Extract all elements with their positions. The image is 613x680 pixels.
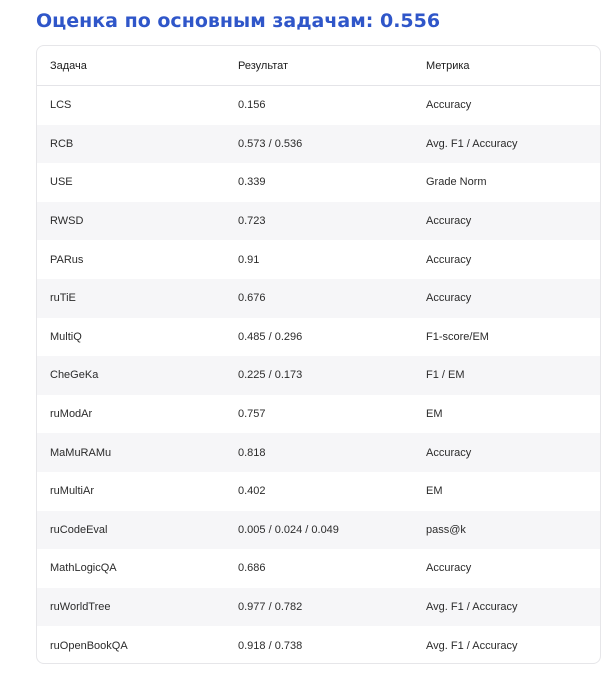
cell-metric: Accuracy bbox=[413, 279, 600, 318]
cell-metric: F1-score/EM bbox=[426, 330, 489, 343]
cell-metric: Accuracy bbox=[426, 99, 472, 112]
cell-task: ruTiE bbox=[37, 279, 225, 318]
cell-metric: Accuracy bbox=[426, 253, 472, 266]
cell-metric: Accuracy bbox=[413, 202, 600, 241]
table-row bbox=[37, 395, 600, 434]
cell-task: ruCodeEval bbox=[37, 511, 225, 550]
table-row bbox=[37, 433, 600, 472]
results-table-card bbox=[36, 45, 601, 664]
cell-result: 0.918 / 0.738 bbox=[238, 639, 303, 652]
cell-metric: F1 / EM bbox=[413, 356, 600, 395]
cell-result: 0.818 bbox=[225, 433, 413, 472]
table-row bbox=[37, 511, 600, 550]
cell-result: 0.977 / 0.782 bbox=[225, 588, 413, 627]
column-header-result: Результат bbox=[225, 46, 413, 86]
table-row bbox=[37, 356, 600, 395]
table-row bbox=[37, 318, 600, 357]
cell-task: ruModAr bbox=[50, 408, 93, 421]
cell-task: USE bbox=[50, 176, 73, 189]
cell-metric: Avg. F1 / Accuracy bbox=[413, 125, 600, 164]
cell-result: 0.686 bbox=[238, 562, 266, 575]
table-row bbox=[37, 626, 600, 664]
cell-task: MultiQ bbox=[50, 330, 82, 343]
cell-task: RCB bbox=[37, 125, 225, 164]
cell-result: 0.339 bbox=[238, 176, 266, 189]
cell-result: 0.757 bbox=[238, 408, 266, 421]
cell-task: ruWorldTree bbox=[37, 588, 225, 627]
cell-task: CheGeKa bbox=[37, 356, 225, 395]
cell-task: ruMultiAr bbox=[50, 485, 95, 498]
table-row bbox=[37, 279, 600, 318]
cell-result: 0.156 bbox=[238, 99, 266, 112]
cell-task: ruOpenBookQA bbox=[50, 639, 128, 652]
table-row bbox=[37, 202, 600, 241]
page-title: Оценка по основным задачам: 0.556 bbox=[36, 10, 441, 32]
table-row bbox=[37, 240, 600, 279]
cell-metric: Grade Norm bbox=[426, 176, 487, 189]
cell-metric: Accuracy bbox=[426, 562, 472, 575]
cell-task: PARus bbox=[50, 253, 84, 266]
cell-result: 0.485 / 0.296 bbox=[238, 330, 303, 343]
cell-result: 0.402 bbox=[238, 485, 266, 498]
cell-task: MaMuRAMu bbox=[37, 433, 225, 472]
cell-metric: Avg. F1 / Accuracy bbox=[413, 588, 600, 627]
table-body bbox=[37, 86, 600, 665]
column-header-task: Задача bbox=[37, 46, 225, 86]
cell-result: 0.225 / 0.173 bbox=[225, 356, 413, 395]
cell-metric: EM bbox=[426, 408, 443, 421]
column-header-metric: Метрика bbox=[413, 46, 600, 86]
cell-result: 0.91 bbox=[238, 253, 260, 266]
cell-result: 0.573 / 0.536 bbox=[225, 125, 413, 164]
table-header bbox=[37, 46, 600, 86]
cell-task: LCS bbox=[50, 99, 72, 112]
cell-metric: pass@k bbox=[413, 511, 600, 550]
results-table bbox=[37, 46, 600, 664]
cell-metric: EM bbox=[426, 485, 443, 498]
table-header-row bbox=[37, 46, 600, 86]
table-row bbox=[37, 549, 600, 588]
cell-result: 0.723 bbox=[225, 202, 413, 241]
table-row bbox=[37, 125, 600, 164]
table-row bbox=[37, 588, 600, 627]
table-row bbox=[37, 472, 600, 511]
table-row bbox=[37, 86, 600, 125]
cell-metric: Avg. F1 / Accuracy bbox=[426, 639, 518, 652]
cell-result: 0.676 bbox=[225, 279, 413, 318]
cell-result: 0.005 / 0.024 / 0.049 bbox=[225, 511, 413, 550]
cell-metric: Accuracy bbox=[413, 433, 600, 472]
table-row bbox=[37, 163, 600, 202]
cell-task: RWSD bbox=[37, 202, 225, 241]
cell-task: MathLogicQA bbox=[50, 562, 117, 575]
